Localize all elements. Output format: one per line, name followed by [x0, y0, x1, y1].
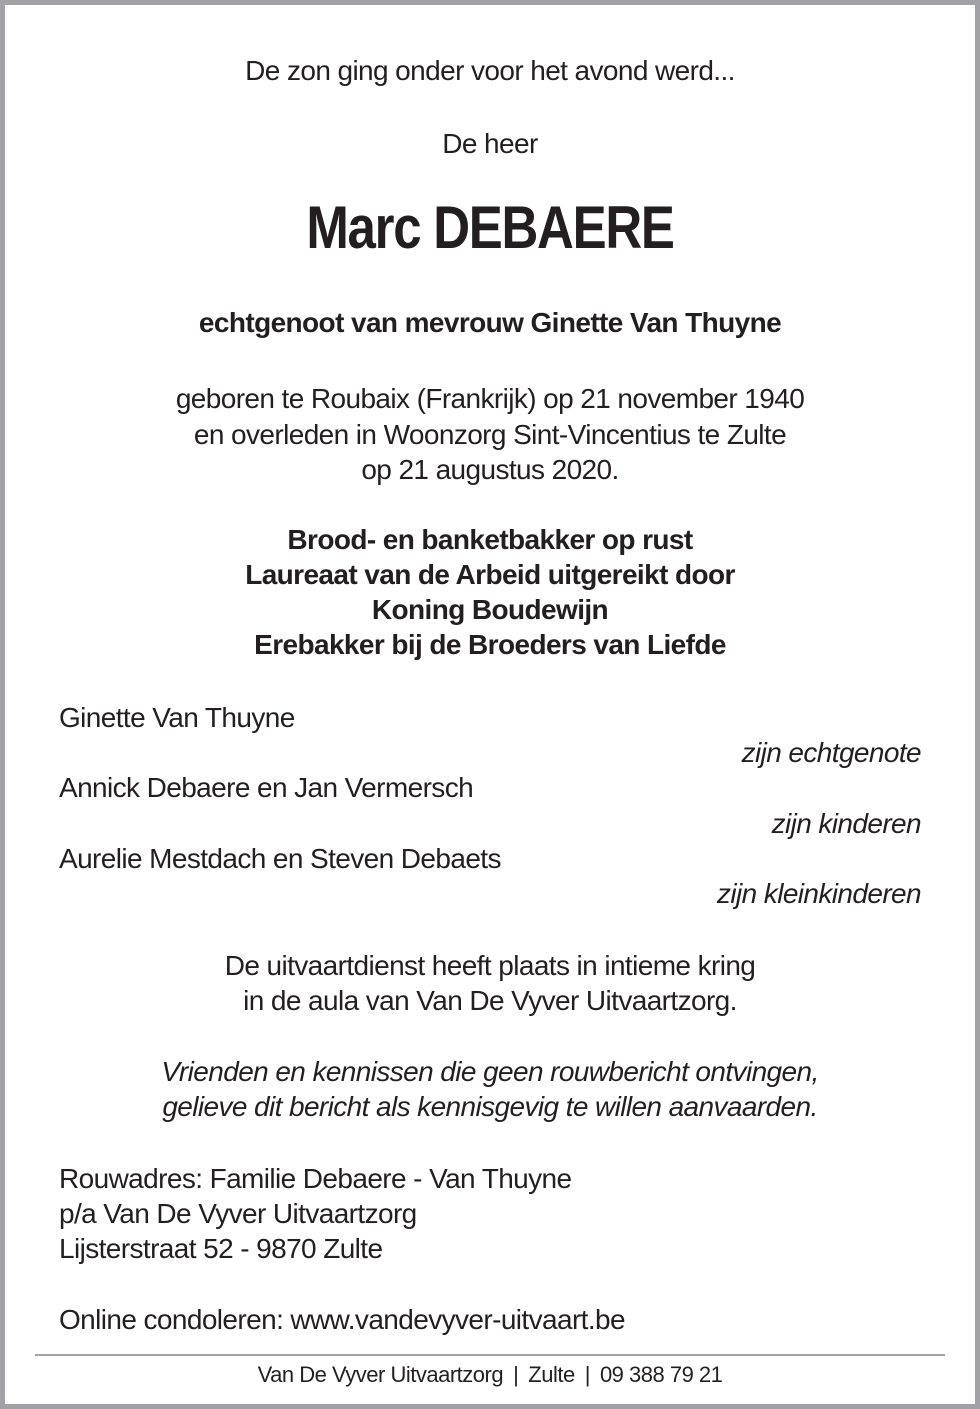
birth-line: geboren te Roubaix (Frankrijk) op 21 november 1940 — [175, 383, 805, 414]
family-relation-2: zijn kinderen — [771, 808, 921, 839]
footer-separator: | — [584, 1362, 590, 1387]
family-names-2: Annick Debaere en Jan Vermersch — [59, 772, 474, 803]
motto: De zon ging onder voor het avond werd... — [245, 55, 735, 86]
footer-company: Van De Vyver Uitvaartzorg — [257, 1362, 504, 1387]
footer-separator: | — [513, 1362, 519, 1387]
honor-3: Koning Boudewijn — [371, 594, 609, 625]
footer-divider — [35, 1354, 945, 1356]
honor-2: Laureaat van de Arbeid uitgereikt door — [245, 559, 735, 590]
honor-4: Erebakker bij de Broeders van Liefde — [254, 629, 726, 660]
death-date-line: op 21 augustus 2020. — [361, 454, 619, 485]
footer — [5, 1362, 975, 1388]
address-line-2: p/a Van De Vyver Uitvaartzorg — [59, 1198, 417, 1229]
service-line-1: De uitvaartdienst heeft plaats in intieme kring — [224, 950, 756, 981]
address-line-1: Rouwadres: Familie Debaere - Van Thuyne — [59, 1163, 572, 1194]
death-notice — [5, 5, 975, 1404]
note-line-1: Vrienden en kennissen die geen rouwbericht ontvingen, — [161, 1056, 819, 1087]
family-names-3: Aurelie Mestdach en Steven Debaets — [59, 843, 501, 874]
service-line-2: in de aula van Van De Vyver Uitvaartzorg. — [243, 985, 737, 1016]
spouse-line: echtgenoot van mevrouw Ginette Van Thuyne — [198, 307, 782, 338]
deceased-name: Marc DEBAERE — [306, 194, 674, 261]
salutation: De heer — [442, 128, 538, 159]
honor-1: Brood- en banketbakker op rust — [287, 524, 693, 555]
death-place-line: en overleden in Woonzorg Sint-Vincentius te Zulte — [193, 419, 787, 450]
family-relation-1: zijn echtgenote — [741, 737, 921, 768]
note-line-2: gelieve dit bericht als kennisgevig te willen aanvaarden. — [162, 1091, 818, 1122]
family-relation-3: zijn kleinkinderen — [717, 878, 921, 909]
footer-phone: 09 388 79 21 — [599, 1362, 723, 1387]
online-condolence-link[interactable]: Online condoleren: www.vandevyver-uitvaart.be — [59, 1304, 625, 1335]
footer-town: Zulte — [528, 1362, 575, 1387]
family-names-1: Ginette Van Thuyne — [59, 702, 295, 733]
address-line-3: Lijsterstraat 52 - 9870 Zulte — [59, 1233, 383, 1264]
